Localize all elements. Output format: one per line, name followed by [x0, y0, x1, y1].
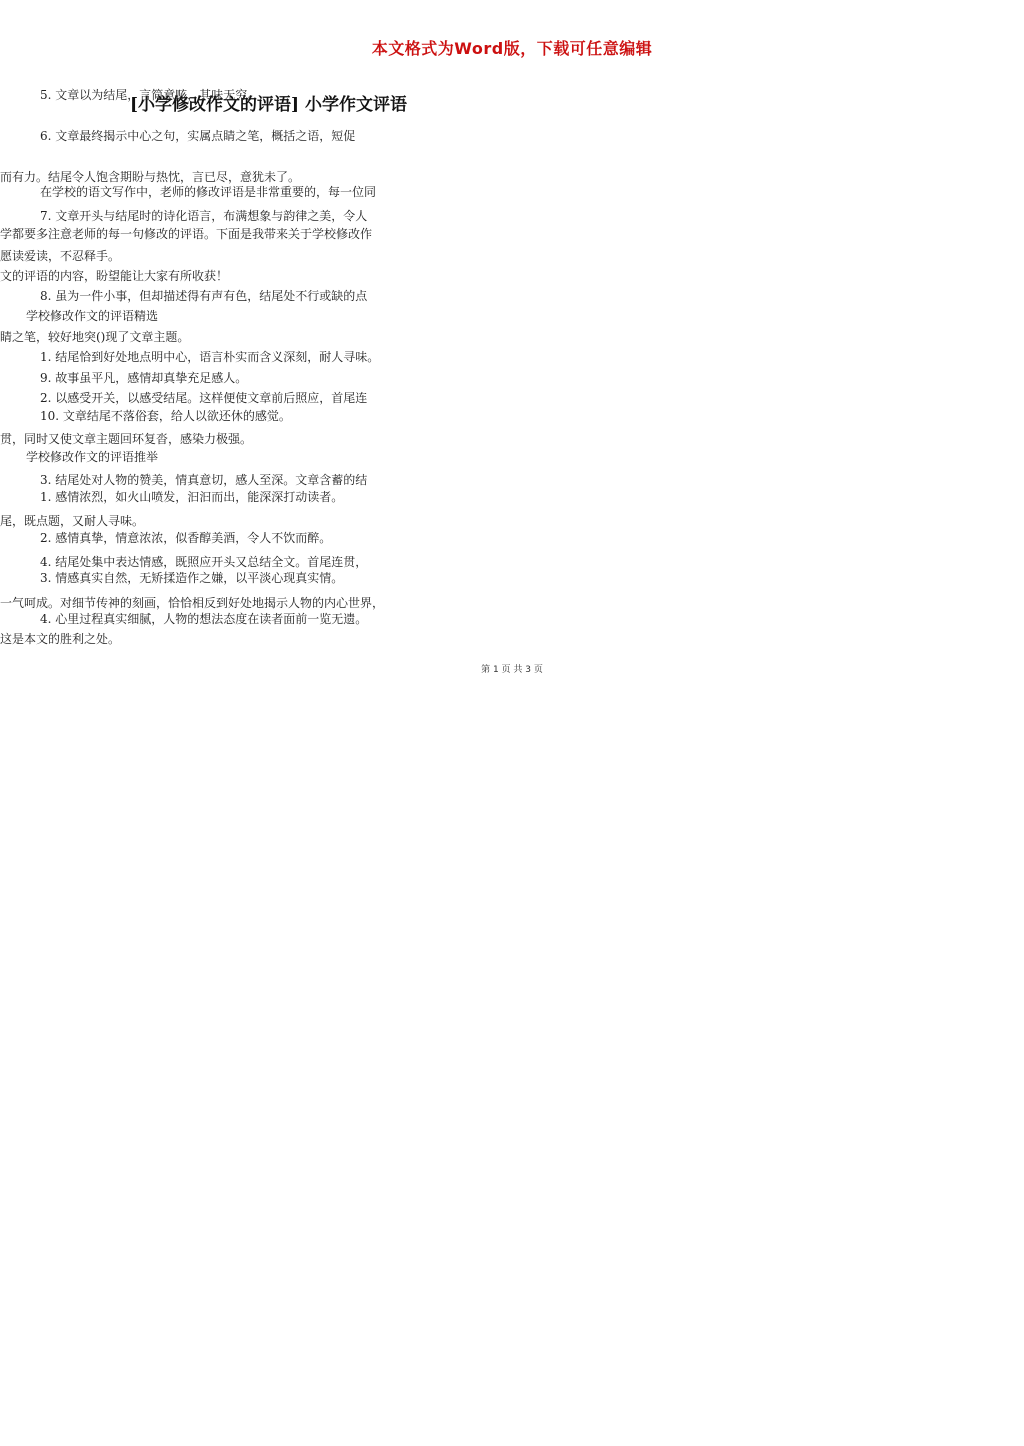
list-item: 3. 结尾处对人物的赞美，情真意切，感人至深。文章含蓄的结 [40, 473, 368, 487]
list-item: 2. 感情真挚，情意浓浓，似香醇美酒，令人不饮而醉。 [40, 531, 332, 545]
list-item: 6. 文章最终揭示中心之句，实属点睛之笔，概括之语，短促 [40, 129, 356, 143]
section-heading: 学校修改作文的评语推举 [26, 450, 159, 464]
list-item: 8. 虽为一件小事，但却描述得有声有色，结尾处不行或缺的点 [40, 289, 368, 303]
paragraph-line: 在学校的语文写作中，老师的修改评语是非常重要的，每一位同 [40, 185, 377, 199]
list-item: 2. 以感受开关，以感受结尾。这样便使文章前后照应，首尾连 [40, 391, 368, 405]
paragraph-line: 愿读爱读，不忍释手。 [0, 249, 121, 263]
list-item: 1. 感情浓烈，如火山喷发，汩汩而出，能深深打动读者。 [40, 490, 344, 504]
paragraph-line: 文的评语的内容，盼望能让大家有所收获！ [0, 269, 229, 283]
paragraph-line: 尾，既点题，又耐人寻味。 [0, 514, 145, 528]
paragraph-line: 贯，同时又使文章主题回环复沓，感染力极强。 [0, 432, 253, 446]
paragraph-line: 一气呵成。对细节传神的刻画，恰恰相反到好处地揭示人物的内心世界， [0, 596, 385, 610]
list-item: 7. 文章开头与结尾时的诗化语言，布满想象与韵律之美，令人 [40, 209, 368, 223]
list-item: 1. 结尾恰到好处地点明中心，语言朴实而含义深刻，耐人寻味。 [40, 350, 380, 364]
list-item: 3. 情感真实自然，无矫揉造作之嫌，以平淡心现真实情。 [40, 571, 344, 585]
paragraph-line: 而有力。结尾令人饱含期盼与热忱，言已尽，意犹未了。 [0, 170, 301, 184]
page-number: 第 1 页 共 3 页 [481, 665, 543, 675]
paragraph-line: 睛之笔，较好地突()现了文章主题。 [0, 330, 190, 344]
list-item: 4. 结尾处集中表达情感，既照应开头又总结全文。首尾连贯， [40, 555, 368, 569]
download-banner: 本文格式为Word版，下载可任意编辑 [371, 39, 653, 58]
list-item: 9. 故事虽平凡，感情却真挚充足感人。 [40, 371, 248, 385]
paragraph-line: 学都要多注意老师的每一句修改的评语。下面是我带来关于学校修改作 [0, 227, 373, 241]
paragraph-line: 这是本文的胜利之处。 [0, 632, 121, 646]
list-item: 10. 文章结尾不落俗套，给人以欲还休的感觉。 [40, 409, 291, 423]
document-title: [小学修改作文的评语] 小学作文评语 [130, 95, 408, 115]
section-heading: 学校修改作文的评语精选 [26, 309, 159, 323]
list-item: 5. 文章以为结尾，言简意赅，其味无穷。 [40, 88, 260, 102]
list-item: 4. 心里过程真实细腻，人物的想法态度在读者面前一览无遗。 [40, 612, 368, 626]
